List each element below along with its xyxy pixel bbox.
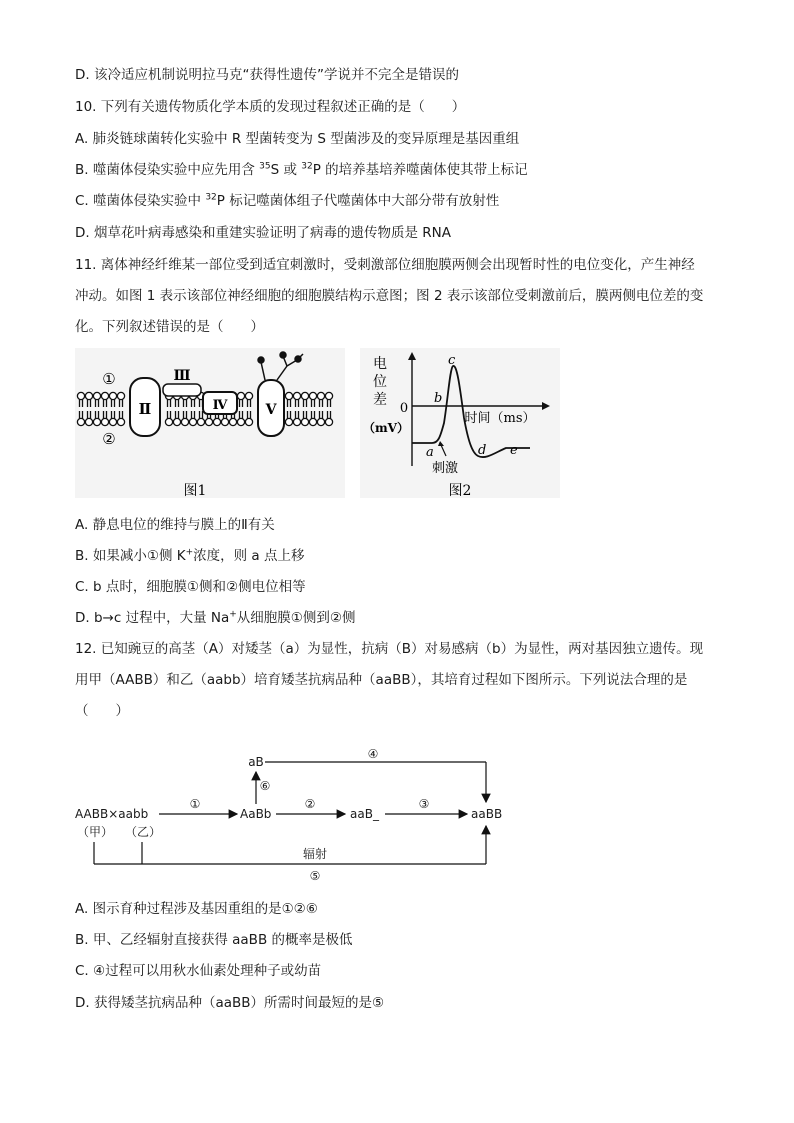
q10-option-c bbox=[75, 192, 499, 210]
lipid-head bbox=[229, 418, 236, 425]
q12-step-6: ⑥ bbox=[259, 779, 271, 793]
q12-radiation: 辐射 bbox=[302, 847, 328, 861]
lipid-head bbox=[77, 392, 84, 399]
lipid-head bbox=[293, 392, 300, 399]
lipid-head bbox=[285, 418, 292, 425]
q11-option-c: C. b 点时，细胞膜①侧和②侧电位相等 bbox=[75, 579, 306, 595]
q10-optb-part1: B. 噬菌体侵染实验中应先用含 bbox=[75, 162, 260, 178]
q10-optc-part1: C. 噬菌体侵染实验中 bbox=[75, 193, 206, 209]
q10-option-b bbox=[75, 161, 528, 179]
fig1-side-1: ① bbox=[102, 370, 116, 388]
figure1-membrane-diagram bbox=[75, 348, 345, 498]
lipid-head bbox=[325, 418, 332, 425]
fig1-label-2: Ⅱ bbox=[138, 400, 152, 418]
fig2-ylabel-2: 位 bbox=[373, 374, 387, 390]
q11-optb-sup: + bbox=[185, 547, 194, 558]
lipid-head bbox=[285, 392, 292, 399]
figure2-potential-graph bbox=[360, 348, 560, 498]
lipid-head bbox=[181, 418, 188, 425]
q10-optc-part2: P 标记噬菌体组子代噬菌体中大部分带有放射性 bbox=[216, 193, 500, 209]
protein-3 bbox=[163, 384, 201, 396]
fig2-point-b: b bbox=[434, 391, 443, 406]
q12-stem-line3: （ ） bbox=[75, 703, 129, 719]
q12-option-c: C. ④过程可以用秋水仙素处理种子或幼苗 bbox=[75, 963, 322, 979]
q9-option-d: D. 该冷适应机制说明拉马克“获得性遗传”学说并不完全是错误的 bbox=[75, 67, 459, 83]
lipid-head bbox=[117, 392, 124, 399]
lipid-head bbox=[197, 418, 204, 425]
fig1-side-2: ② bbox=[102, 430, 116, 448]
lipid-head bbox=[237, 392, 244, 399]
q10-optb-part2: S 或 bbox=[270, 162, 302, 178]
lipid-head bbox=[293, 418, 300, 425]
lipid-head bbox=[173, 418, 180, 425]
fig2-point-a: a bbox=[426, 445, 434, 460]
q12-option-d: D. 获得矮茎抗病品种（aaBB）所需时间最短的是⑤ bbox=[75, 995, 385, 1011]
fig2-xlabel: 时间（ms） bbox=[464, 411, 536, 426]
lipid-head bbox=[221, 418, 228, 425]
q12-target: aaBB bbox=[471, 807, 503, 821]
q12-stem-line1: 12. 已知豌豆的高茎（A）对矮茎（a）为显性，抗病（B）对易感病（b）为显性，两对基因独立遗传。现 bbox=[75, 641, 704, 657]
fig2-ylabel-1: 电 bbox=[373, 356, 387, 372]
lipid-head bbox=[93, 392, 100, 399]
lipid-head bbox=[213, 418, 220, 425]
lipid-head bbox=[245, 418, 252, 425]
fig2-point-c: c bbox=[448, 353, 456, 368]
q12-ab: aB bbox=[248, 755, 264, 769]
q11-optd-sup: + bbox=[229, 609, 237, 620]
lipid-head bbox=[301, 418, 308, 425]
lipid-head bbox=[101, 418, 108, 425]
q11-stem-line1: 11. 离体神经纤维某一部位受到适宜刺激时，受刺激部位细胞膜两侧会出现暂时性的电位变化，产生神经 bbox=[75, 257, 695, 273]
q11-optb-part1: B. 如果减小①侧 K bbox=[75, 548, 186, 564]
q12-jia: （甲） bbox=[77, 825, 114, 839]
fig1-label-3: Ⅲ bbox=[173, 368, 191, 384]
q11-optb-part2: 浓度，则 a 点上移 bbox=[193, 548, 305, 564]
fig1-label-4: Ⅳ bbox=[212, 398, 228, 413]
q10-optb-sup-35: 35 bbox=[259, 161, 271, 172]
lipid-head bbox=[325, 392, 332, 399]
fig2-point-e: e bbox=[510, 443, 518, 458]
q11-option-b bbox=[75, 547, 305, 565]
q11-option-a: A. 静息电位的维持与膜上的Ⅱ有关 bbox=[75, 517, 275, 533]
lipid-head bbox=[317, 418, 324, 425]
q10-optc-sup-32: 32 bbox=[205, 192, 217, 203]
lipid-head bbox=[85, 418, 92, 425]
lipid-head bbox=[85, 392, 92, 399]
q11-optd-part2: 从细胞膜①侧到②侧 bbox=[236, 610, 356, 626]
lipid-head bbox=[309, 392, 316, 399]
q12-step-5: ⑤ bbox=[309, 869, 321, 883]
lipid-head bbox=[205, 418, 212, 425]
lipid-head bbox=[237, 418, 244, 425]
lipid-head bbox=[77, 418, 84, 425]
fig2-ylabel-3: 差 bbox=[373, 392, 387, 408]
q10-option-d: D. 烟草花叶病毒感染和重建实验证明了病毒的遗传物质是 RNA bbox=[75, 225, 451, 241]
q12-step-1: ① bbox=[189, 797, 201, 811]
fig1-label-5: Ⅴ bbox=[265, 402, 277, 418]
fig2-point-d: d bbox=[478, 443, 487, 458]
lipid-head bbox=[245, 392, 252, 399]
q10-stem: 10. 下列有关遗传物质化学本质的发现过程叙述正确的是（ ） bbox=[75, 99, 466, 115]
q12-f1: AaBb bbox=[240, 807, 272, 821]
q12-stem-line2: 用甲（AABB）和乙（aabb）培育矮茎抗病品种（aaBB），其培育过程如下图所示。下列说法合理的是 bbox=[75, 672, 688, 688]
q11-option-d bbox=[75, 609, 356, 627]
lipid-head bbox=[93, 418, 100, 425]
lipid-head bbox=[101, 392, 108, 399]
q12-aab: aaB_ bbox=[350, 807, 379, 821]
q10-option-a: A. 肺炎链球菌转化实验中 R 型菌转变为 S 型菌涉及的变异原理是基因重组 bbox=[75, 131, 520, 147]
lipid-head bbox=[117, 418, 124, 425]
q12-parents: AABB×aabb bbox=[75, 807, 149, 821]
lipid-head bbox=[189, 418, 196, 425]
fig2-stimulus-label: 刺激 bbox=[432, 461, 459, 476]
lipid-head bbox=[309, 418, 316, 425]
q12-step-2: ② bbox=[304, 797, 316, 811]
lipid-head bbox=[317, 392, 324, 399]
q11-stem-line3: 化。下列叙述错误的是（ ） bbox=[75, 319, 264, 335]
lipid-head bbox=[301, 392, 308, 399]
q12-breeding-diagram bbox=[75, 742, 515, 886]
q12-option-b: B. 甲、乙经辐射直接获得 aaBB 的概率是极低 bbox=[75, 932, 353, 948]
q10-optb-sup-32: 32 bbox=[301, 161, 313, 172]
q11-stem-line2: 冲动。如图 1 表示该部位神经细胞的细胞膜结构示意图；图 2 表示该部位受刺激前后，膜两侧电位差的变 bbox=[75, 288, 704, 304]
fig1-caption: 图1 bbox=[183, 483, 207, 498]
lipid-head bbox=[109, 418, 116, 425]
q12-yi: （乙） bbox=[125, 825, 162, 839]
q12-step-3: ③ bbox=[418, 797, 430, 811]
fig2-zero: 0 bbox=[399, 401, 409, 416]
lipid-head bbox=[165, 418, 172, 425]
lipid-head bbox=[109, 392, 116, 399]
q12-option-a: A. 图示育种过程涉及基因重组的是①②⑥ bbox=[75, 901, 318, 917]
fig2-caption: 图2 bbox=[448, 483, 472, 498]
q12-step-4: ④ bbox=[367, 747, 379, 761]
q10-optb-part3: P 的培养基培养噬菌体使其带上标记 bbox=[312, 162, 528, 178]
fig2-unit: （mV） bbox=[362, 421, 410, 435]
q11-optd-part1: D. b→c 过程中，大量 Na bbox=[75, 610, 230, 626]
